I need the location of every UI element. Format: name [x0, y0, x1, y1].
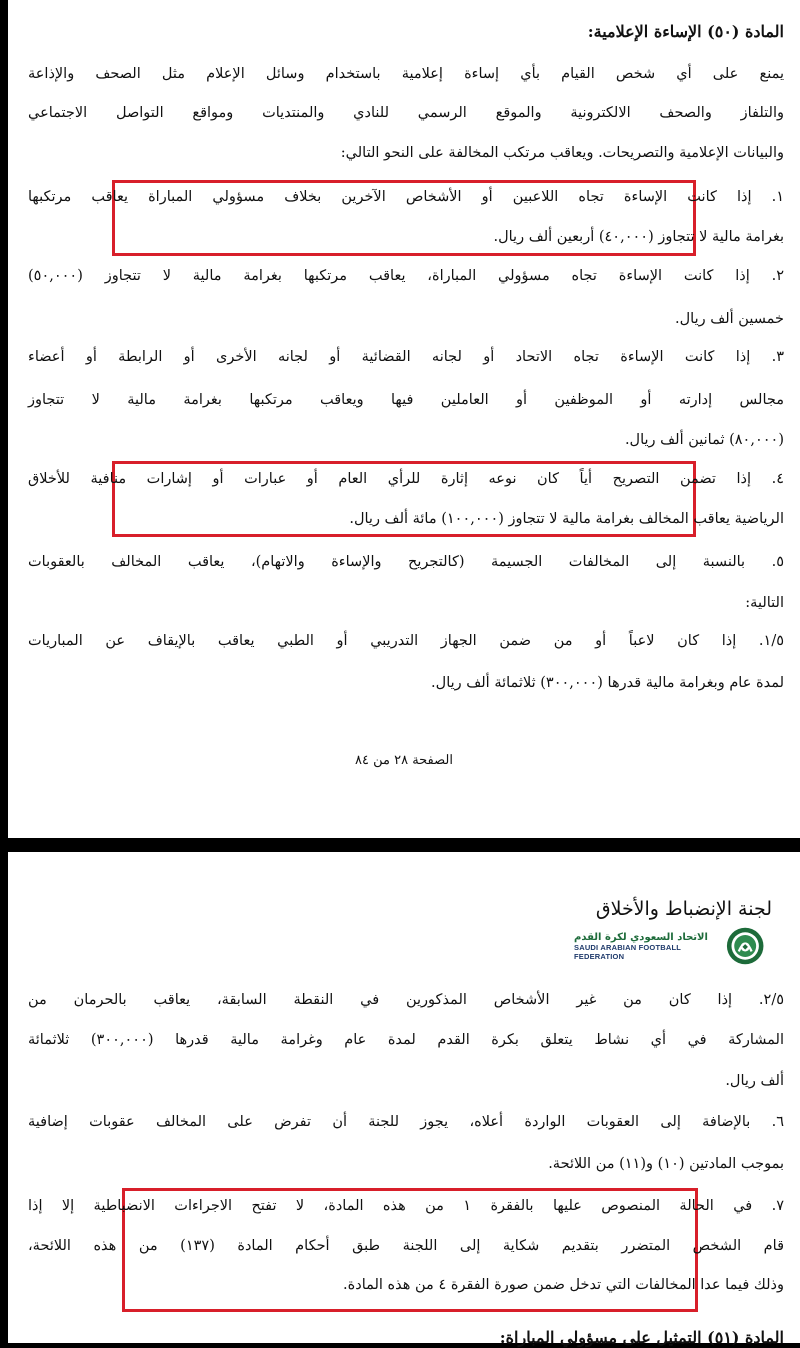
intro-line-3: والبيانات الإعلامية والتصريحات. ويعاقب مرتكب المخالفة على النحو التالي: — [340, 145, 784, 161]
item-2-line-2: خمسين ألف ريال. — [675, 311, 784, 327]
item-4-line-2: الرياضية يعاقب المخالف بغرامة مالية لا تتجاوز (١٠٠,٠٠٠) مائة ألف ريال. — [349, 511, 784, 527]
item-3-line-3: (٨٠,٠٠٠) ثمانين ألف ريال. — [624, 432, 784, 448]
football-federation-emblem-icon — [726, 925, 764, 967]
federation-logo — [574, 922, 764, 970]
item-5-2-line-2: المشاركة في أي نشاط يتعلق بكرة القدم لمدة عام وغرامة مالية قدرها (٣٠٠,٠٠٠) ثلاثمائة — [28, 1032, 785, 1048]
item-1-line-2: بغرامة مالية لا تتجاوز (٤٠,٠٠٠) أربعين ألف ريال. — [493, 229, 784, 245]
item-3-line-2: مجالس إدارته أو الموظفين أو العاملين فيها ويعاقب مرتكبها بغرامة مالية لا تتجاوز — [28, 392, 784, 408]
logo-arabic-text: الاتحاد السعودي لكرة القدم — [574, 931, 708, 943]
item-2-line-1: ٢. إذا كانت الإساءة تجاه مسؤولي المباراة، يعاقب مرتكبها بغرامة مالية لا تتجاوز (٥٠,٠٠٠) — [28, 268, 784, 284]
logo-text — [574, 932, 720, 961]
item-7-line-3: وذلك فيما عدا المخالفات التي تدخل ضمن صورة الفقرة ٤ من هذه المادة. — [343, 1277, 784, 1293]
committee-title: لجنة الإنضباط والأخلاق — [595, 898, 772, 920]
document-page-28 — [8, 0, 800, 838]
document-page-29 — [8, 852, 800, 1347]
article-50-heading: المادة (٥٠) الإساءة الإعلامية: — [587, 22, 784, 41]
item-7-line-2: قام الشخص المتضرر بتقديم شكاية إلى اللجنة طبق أحكام المادة (١٣٧) من هذه اللائحة، — [28, 1238, 784, 1254]
item-5-2-line-1: ٢/٥. إذا كان من غير الأشخاص المذكورين في النقطة السابقة، يعاقب بالحرمان من — [28, 992, 784, 1008]
article-51-heading: المادة (٥١) التمثيل على مسؤولي المباراة: — [499, 1328, 784, 1347]
logo-english-text: SAUDI ARABIAN FOOTBALL FEDERATION — [574, 942, 681, 961]
item-3-line-1: ٣. إذا كانت الإساءة تجاه الاتحاد أو لجانه القضائية أو لجانه الأخرى أو الرابطة أو أعضاء — [28, 349, 784, 365]
item-7-line-1: ٧. في الحالة المنصوص عليها بالفقرة ١ من هذه المادة، لا تفتح الاجراءات الانضباطية إلا إذا — [28, 1198, 784, 1214]
item-5-line-2: التالية: — [745, 595, 784, 611]
item-5-line-1: ٥. بالنسبة إلى المخالفات الجسيمة (كالتجريح والإساءة والاتهام)، يعاقب المخالف بالعقوبات — [28, 554, 784, 570]
page-number-footer: الصفحة ٢٨ من ٨٤ — [355, 753, 453, 768]
item-5-2-line-3: ألف ريال. — [725, 1073, 784, 1089]
intro-line-1: يمنع على أي شخص القيام بأي إساءة إعلامية باستخدام وسائل الإعلام مثل الصحف والإذاعة — [28, 66, 784, 82]
item-4-line-1: ٤. إذا تضمن التصريح أياً كان نوعه إثارة للرأي العام أو عبارات أو إشارات منافية للأخلاق — [28, 471, 784, 487]
item-6-line-2: بموجب المادتين (١٠) و(١١) من اللائحة. — [548, 1156, 784, 1172]
item-6-line-1: ٦. بالإضافة إلى العقوبات الواردة أعلاه، يجوز للجنة أن تفرض على المخالف عقوبات إضافية — [28, 1114, 784, 1130]
item-5-1-line-2: لمدة عام وبغرامة مالية قدرها (٣٠٠,٠٠٠) ثلاثمائة ألف ريال. — [431, 675, 784, 691]
item-1-line-1: ١. إذا كانت الإساءة تجاه اللاعبين أو الأشخاص الآخرين بخلاف مسؤولي المباراة يعاقب مرتكبها — [28, 189, 784, 205]
item-5-1-line-1: ١/٥. إذا كان لاعباً أو من ضمن الجهاز التدريبي أو الطبي يعاقب بالإيقاف عن المباريات — [28, 633, 784, 649]
intro-line-2: والتلفاز والصحف الالكترونية والموقع الرسمي للنادي والمنتديات ومواقع التواصل الاجتماعي — [28, 105, 784, 121]
